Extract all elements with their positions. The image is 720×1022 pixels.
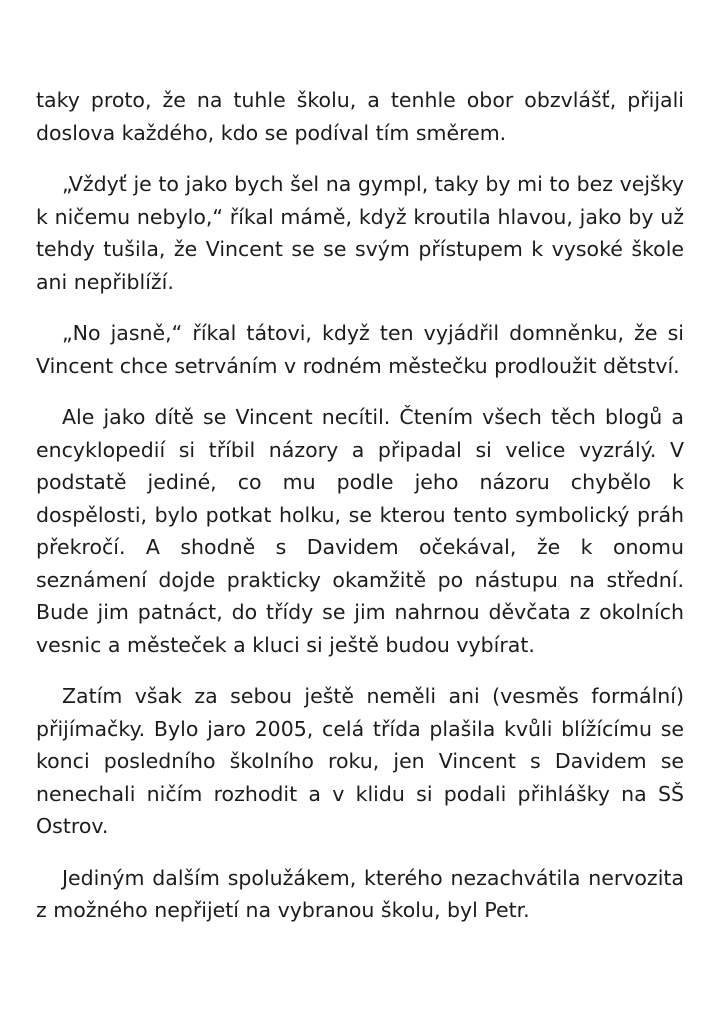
paragraph: Ale jako dítě se Vincent necítil. Čtením všech těch blogů a encyklopedií si tříbil názory a připadal si velice vyzrálý. V podstatě jediné, co mu podle jeho názoru chybělo k dospělosti, bylo potkat holku, se kterou tento symbolický práh překročí. A shodně s Davidem očekával, že k onomu seznámení dojde prakticky okamžitě po nástupu na střední. Bude jim patnáct, do třídy se jim nahrnou děvčata z okolních vesnic a městeček a kluci si ještě budou vybírat. [36,405,684,657]
paragraph: „Vždyť je to jako bych šel na gympl, taky by mi to bez vejšky k ničemu nebylo,“ říkal mámě, když kroutila hlavou, jako by už tehdy tušila, že Vincent se se svým přístupem k vysoké škole ani nepřiblíží. [36,172,684,294]
paragraph: Zatím však za sebou ještě neměli ani (vesměs formální) přijímačky. Bylo jaro 2005, celá třída plašila kvůli blížícímu se konci posledního školního roku, jen Vincent s Davidem se nenechali ničím rozhodit a v klidu si podali přihlášky na SŠ Ostrov. [36,684,684,838]
paragraph-continued: taky proto, že na tuhle školu, a tenhle obor obzvlášť, přijali doslova každého, kdo se podíval tím směrem. [36,88,684,145]
page-body-text [36,84,684,927]
paragraph: Jediným dalším spolužákem, kterého nezachvátila nervozita z možného nepřijetí na vybranou školu, byl Petr. [36,865,684,922]
paragraph: „No jasně,“ říkal tátovi, když ten vyjádřil domněnku, že si Vincent chce setrváním v rodném městečku prodloužit dětství. [36,321,684,378]
